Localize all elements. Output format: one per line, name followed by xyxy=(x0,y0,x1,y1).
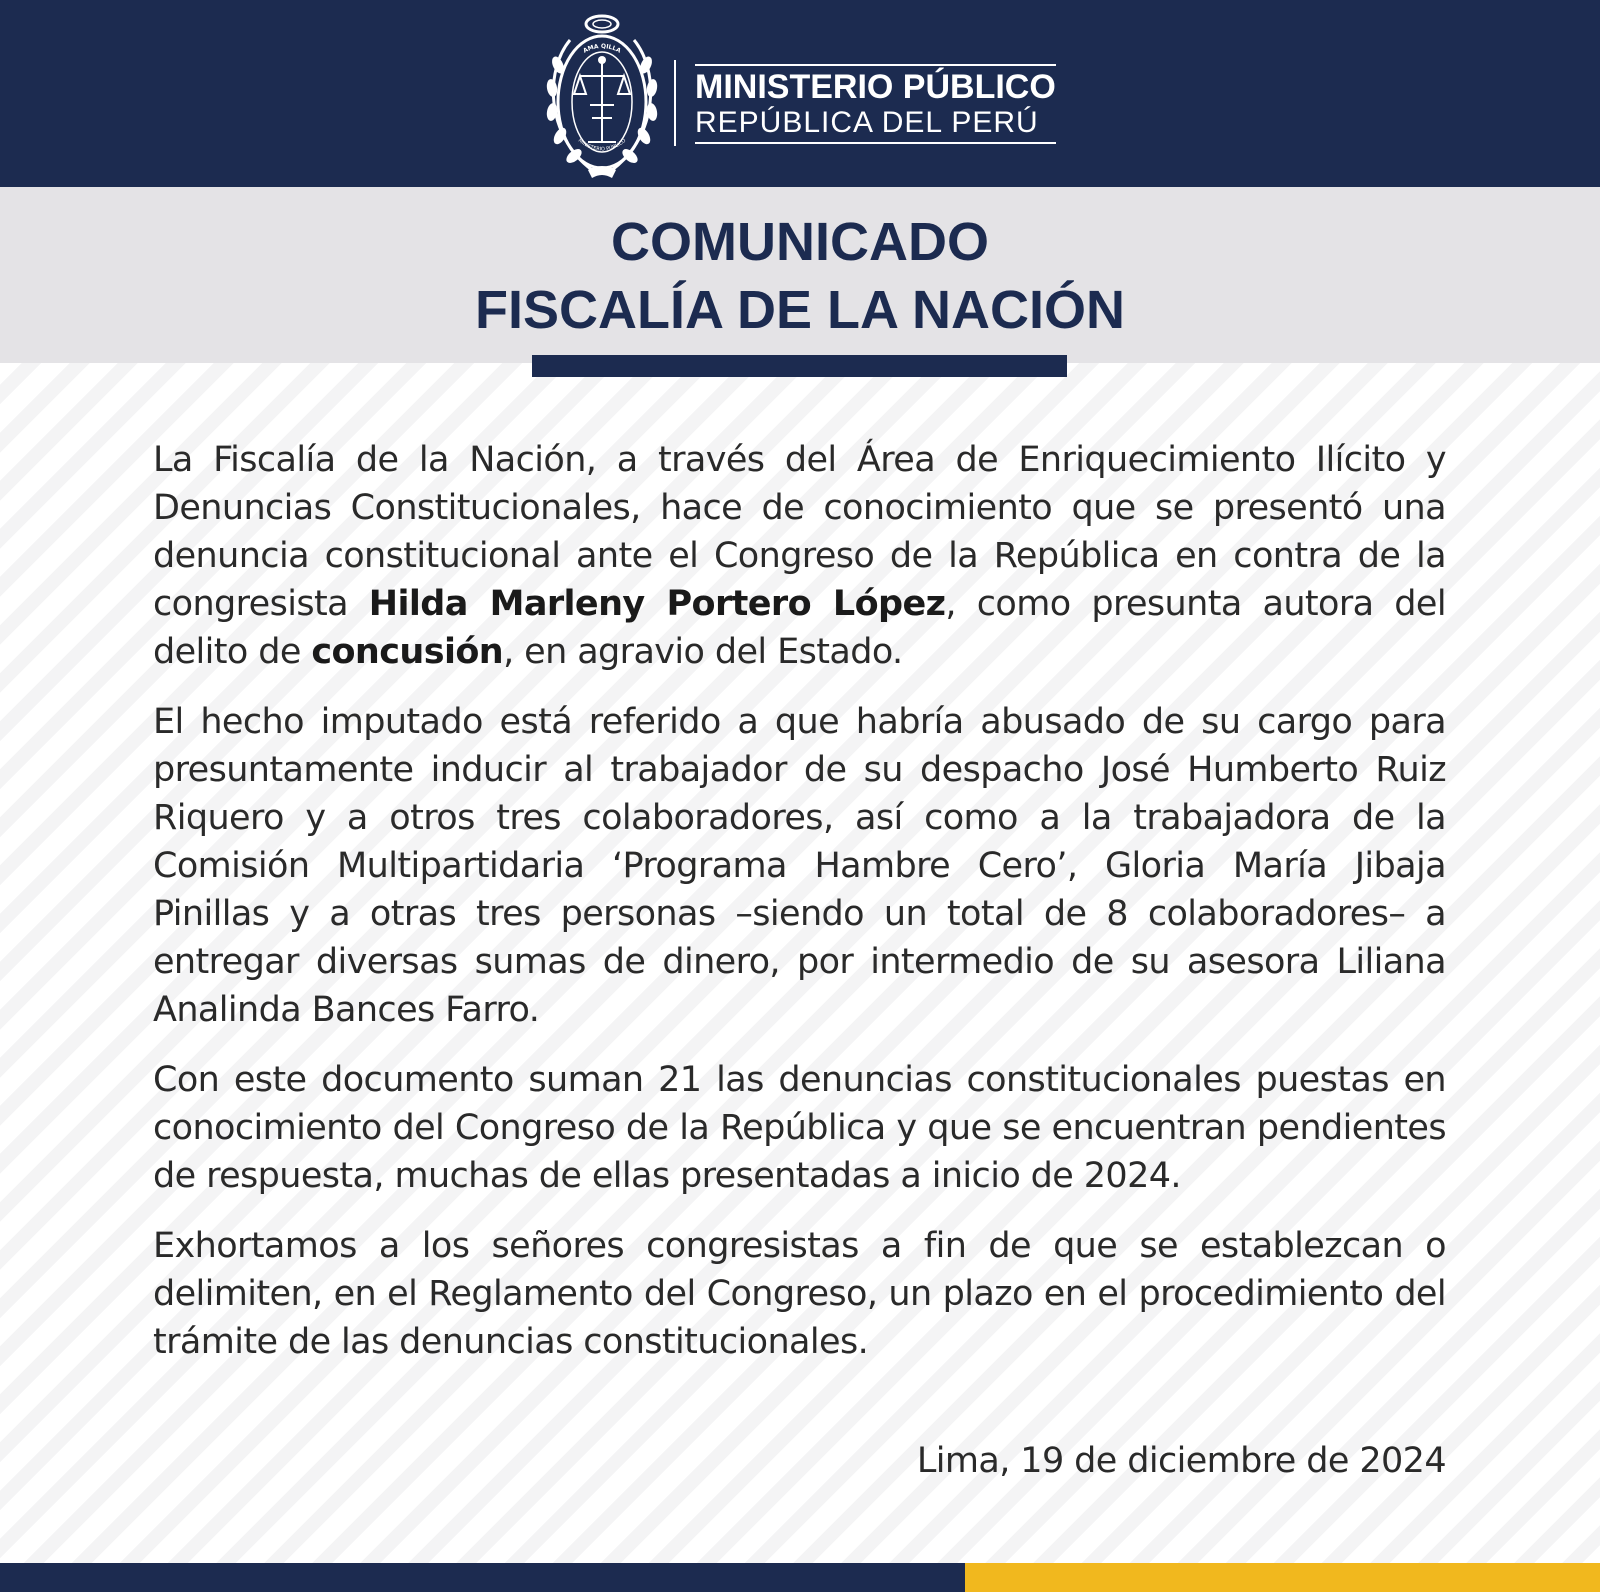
page-title xyxy=(0,208,1600,344)
paragraph-4: Exhortamos a los señores congresistas a fin de que se establezcan o delimiten, en el Reglamento del Congreso, un plazo en el procedimiento del trámite de las denuncias constitucionales. xyxy=(153,1226,1446,1362)
footer-bar-navy xyxy=(0,1563,965,1592)
ministerio-publico-seal-logo xyxy=(540,10,665,180)
logo-divider xyxy=(674,60,676,146)
crime-name: concusión xyxy=(311,632,504,672)
statement-date: Lima, 19 de diciembre de 2024 xyxy=(916,1441,1446,1481)
paragraph-1-text-b: , como presunta autora del delito de xyxy=(153,584,1446,672)
statement-body xyxy=(153,436,1446,1388)
accused-name: Hilda Marleny Portero López xyxy=(368,584,946,624)
org-name: MINISTERIO PÚBLICO xyxy=(695,64,1056,105)
svg-text:MINISTERIO PÚBLICO: MINISTERIO PÚBLICO xyxy=(576,137,628,153)
paragraph-3: Con este documento suman 21 las denuncias constitucionales puestas en conocimiento del Congreso de la República y que se encuentran pendientes de respuesta, muchas de ellas presentadas a inicio de 2024. xyxy=(153,1060,1446,1196)
paragraph-1 xyxy=(153,436,1446,676)
paragraph-1-text-a: La Fiscalía de la Nación, a través del Área de Enriquecimiento Ilícito y Denuncias Constitucionales, hace de conocimiento que se presentó una denuncia constitucional ante el Congreso de la República en contra de la congresista xyxy=(153,440,1446,624)
footer-bar-gold xyxy=(965,1563,1600,1592)
paragraph-2: El hecho imputado está referido a que habría abusado de su cargo para presuntamente inducir al trabajador de su despacho José Humberto Ruiz Riquero y a otros tres colaboradores, así como a la trabajadora de la Comisión Multipartidaria ‘Programa Hambre Cero’, Gloria María Jibaja Pinillas y a otras tres personas –siendo un total de 8 colaboradores– a entregar diversas sumas de dinero, por intermedio de su asesora Liliana Analinda Bances Farro. xyxy=(153,702,1446,1030)
header-banner xyxy=(0,0,1600,187)
org-country: REPÚBLICA DEL PERÚ xyxy=(695,105,1056,144)
title-line-2: FISCALÍA DE LA NACIÓN xyxy=(475,280,1125,340)
title-underline-bar xyxy=(532,355,1067,377)
svg-text:AMA QILLA: AMA QILLA xyxy=(582,42,622,55)
title-line-1: COMUNICADO xyxy=(611,212,989,272)
organization-wordmark xyxy=(695,64,1056,144)
paragraph-1-text-c: , en agravio del Estado. xyxy=(503,632,903,672)
